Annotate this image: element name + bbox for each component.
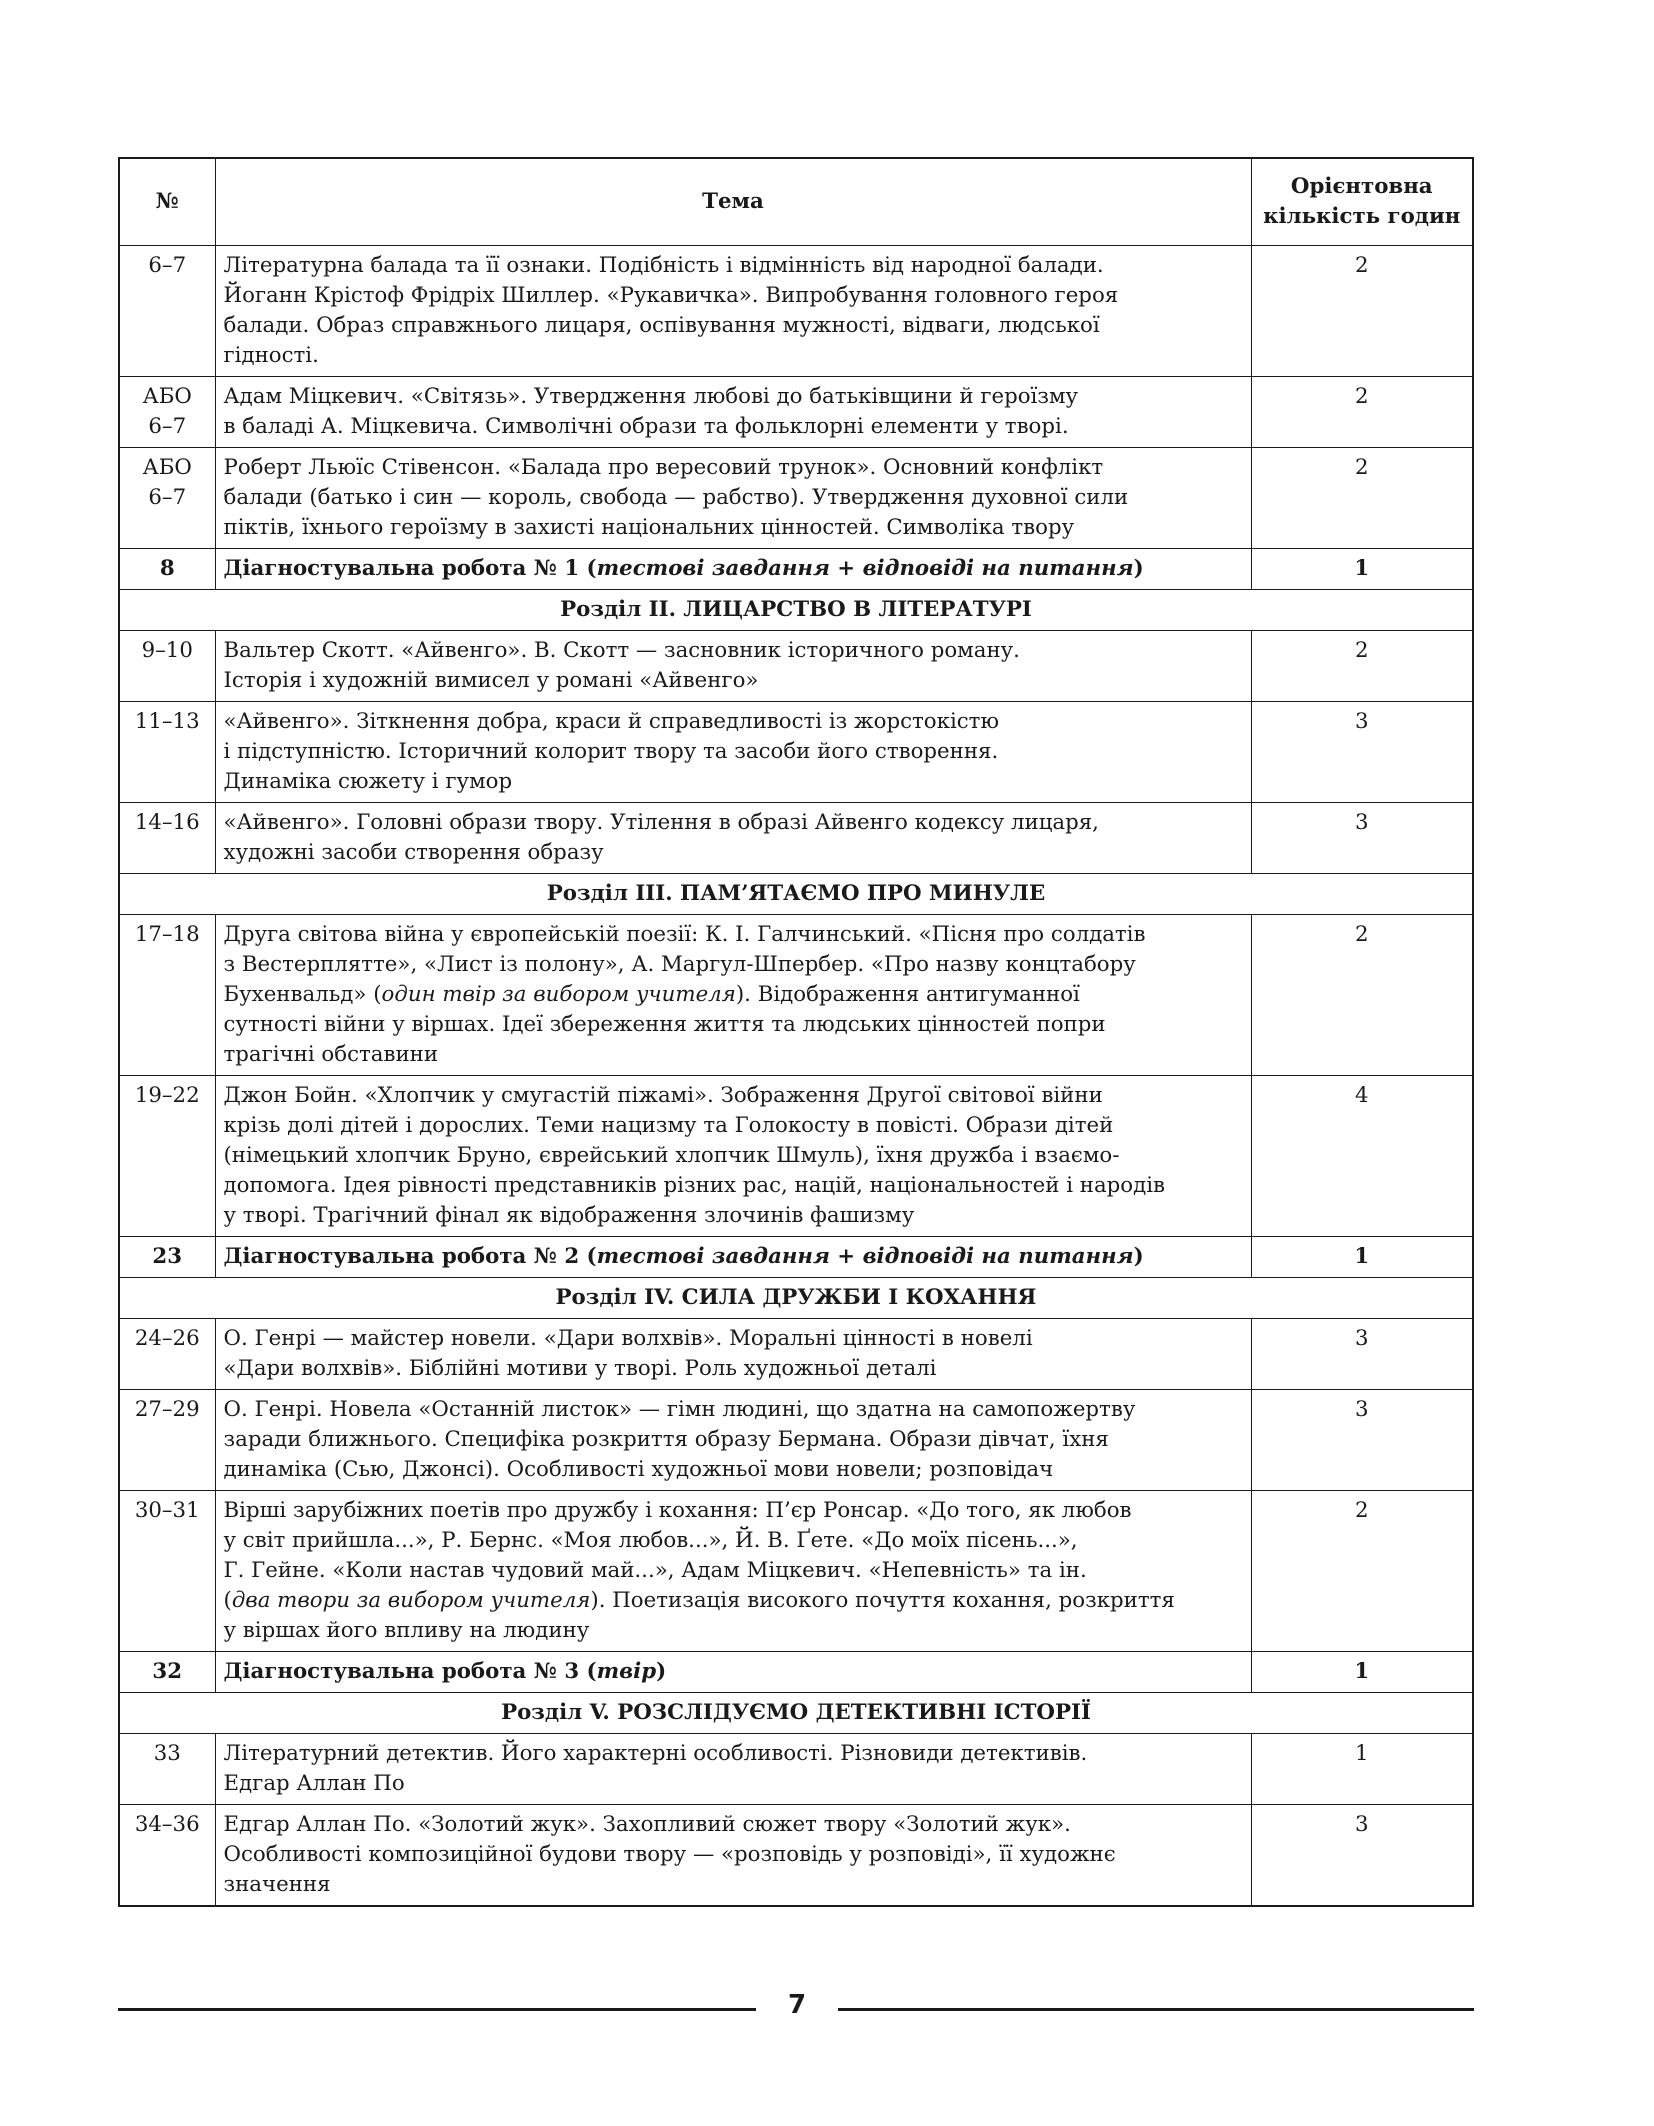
row-hours: 2 [1251, 448, 1473, 549]
row-num-range: 6–7 [148, 485, 187, 510]
table-row [119, 1734, 1473, 1805]
row-num-range: 6–7 [148, 414, 187, 439]
topic-line: значення [223, 1872, 331, 1897]
section-heading-row [119, 1693, 1473, 1734]
table-row [119, 1390, 1473, 1491]
header-topic: Тема [215, 158, 1251, 246]
row-topic [215, 549, 1251, 590]
row-topic [215, 1491, 1251, 1652]
row-hours: 3 [1251, 803, 1473, 874]
row-topic [215, 1319, 1251, 1390]
row-num-alt: АБО [142, 455, 192, 480]
row-topic [215, 377, 1251, 448]
row-hours: 2 [1251, 377, 1473, 448]
row-topic [215, 1076, 1251, 1237]
topic-line [224, 1586, 1243, 1616]
row-hours: 1 [1251, 1652, 1473, 1693]
row-num: 17–18 [119, 915, 215, 1076]
topic-line: Друга світова війна у європейській поезії: К. І. Галчинський. «Пісня про солдатів [223, 922, 1146, 947]
topic-italic: один твір за вибором учителя [381, 982, 736, 1007]
row-topic [215, 803, 1251, 874]
topic-italic: тестові завдання + відповіді на питання [596, 1244, 1134, 1269]
table-row-diagnostic [119, 1237, 1473, 1278]
row-hours: 1 [1251, 1237, 1473, 1278]
row-num: 8 [119, 549, 215, 590]
table-row [119, 377, 1473, 448]
topic-line: Джон Бойн. «Хлопчик у смугастій піжамі». Зображення Другої світової війни [223, 1083, 1103, 1108]
topic-text: ). Поетизація високого почуття кохання, розкриття [590, 1588, 1175, 1613]
topic-line: Особливості композиційної будови твору — «розповідь у розповіді», її художнє [223, 1842, 1116, 1867]
table-row [119, 915, 1473, 1076]
row-hours: 2 [1251, 631, 1473, 702]
section-heading-row [119, 1278, 1473, 1319]
topic-line: Адам Міцкевич. «Світязь». Утвердження любові до батьківщини й героїзму [223, 384, 1079, 409]
row-topic [215, 631, 1251, 702]
topic-text: Діагностувальна робота № 1 ( [223, 556, 597, 581]
topic-line: Літературна балада та її ознаки. Подібність і відмінність від народної балади. [223, 253, 1104, 278]
row-hours: 4 [1251, 1076, 1473, 1237]
topic-text: ) [1133, 1244, 1144, 1269]
table-row-diagnostic [119, 1652, 1473, 1693]
table-row [119, 246, 1473, 377]
row-hours: 3 [1251, 1319, 1473, 1390]
row-topic [215, 246, 1251, 377]
row-num: 24–26 [119, 1319, 215, 1390]
curriculum-table [118, 157, 1474, 1907]
header-hours-line2: кількість годин [1263, 204, 1461, 229]
header-hours [1251, 158, 1473, 246]
topic-line: балади. Образ справжнього лицаря, оспівування мужності, відваги, людської [223, 313, 1100, 338]
section-title: Розділ ІІ. ЛИЦАРСТВО В ЛІТЕРАТУРІ [119, 590, 1473, 631]
table-row [119, 803, 1473, 874]
header-num: № [119, 158, 215, 246]
row-num: 27–29 [119, 1390, 215, 1491]
row-topic [215, 702, 1251, 803]
section-heading-row [119, 874, 1473, 915]
table-row [119, 631, 1473, 702]
header-hours-line1: Орієнтовна [1290, 174, 1433, 199]
topic-line: «Дари волхвів». Біблійні мотиви у творі. Роль художньої деталі [223, 1356, 937, 1381]
topic-line: Йоганн Крістоф Фрідріх Шиллер. «Рукавичка». Випробування головного героя [223, 283, 1119, 308]
topic-line: крізь долі дітей і дорослих. Теми нацизму та Голокосту в повісті. Образи дітей [223, 1113, 1114, 1138]
row-topic [215, 1237, 1251, 1278]
topic-line: Вальтер Скотт. «Айвенго». В. Скотт — засновник історичного роману. [223, 638, 1020, 663]
topic-line: у світ прийшла...», Р. Бернс. «Моя любов...», Й. В. Ґете. «До моїх пісень...», [223, 1528, 1078, 1553]
topic-italic: твір [596, 1659, 657, 1684]
topic-text: ) [656, 1659, 667, 1684]
table-row [119, 1076, 1473, 1237]
row-hours: 1 [1251, 1734, 1473, 1805]
table-row [119, 1491, 1473, 1652]
topic-text: Діагностувальна робота № 2 ( [223, 1244, 597, 1269]
row-topic [215, 448, 1251, 549]
topic-text: ( [223, 1588, 232, 1613]
topic-text: ) [1133, 556, 1144, 581]
row-num: 23 [119, 1237, 215, 1278]
table-row [119, 448, 1473, 549]
topic-line: О. Генрі — майстер новели. «Дари волхвів». Моральні цінності в новелі [223, 1326, 1033, 1351]
table-row [119, 702, 1473, 803]
row-hours: 3 [1251, 702, 1473, 803]
row-hours: 3 [1251, 1805, 1473, 1907]
topic-line: трагічні обставини [223, 1042, 439, 1067]
topic-line: (німецький хлопчик Бруно, єврейський хлопчик Шмуль), їхня дружба і взаємо- [223, 1143, 1120, 1168]
topic-line: з Вестерплятте», «Лист із полону», А. Маргул-Шпербер. «Про назву концтабору [223, 952, 1136, 977]
row-hours: 2 [1251, 1491, 1473, 1652]
topic-line: динаміка (Сью, Джонсі). Особливості художньої мови новели; розповідач [223, 1457, 1054, 1482]
row-num: 11–13 [119, 702, 215, 803]
topic-line: сутності війни у віршах. Ідеї збереження життя та людських цінностей попри [223, 1012, 1106, 1037]
section-title: Розділ V. РОЗСЛІДУЄМО ДЕТЕКТИВНІ ІСТОРІЇ [119, 1693, 1473, 1734]
topic-line: Історія і художній вимисел у романі «Айвенго» [223, 668, 759, 693]
topic-line: Літературний детектив. Його характерні особливості. Різновиди детективів. [223, 1741, 1088, 1766]
topic-line: піктів, їхнього героїзму в захисті національних цінностей. Символіка твору [223, 515, 1075, 540]
row-num-alt: АБО [142, 384, 192, 409]
row-num: 33 [119, 1734, 215, 1805]
topic-line: в баладі А. Міцкевича. Символічні образи та фольклорні елементи у творі. [223, 414, 1069, 439]
topic-line: допомога. Ідея рівності представників різних рас, націй, національностей і народів [223, 1173, 1166, 1198]
row-hours: 2 [1251, 246, 1473, 377]
topic-line: заради ближнього. Специфіка розкриття образу Бермана. Образи дівчат, їхня [223, 1427, 1109, 1452]
topic-line: О. Генрі. Новела «Останній листок» — гімн людині, що здатна на самопожертву [223, 1397, 1136, 1422]
topic-line: художні засоби створення образу [223, 840, 604, 865]
topic-text: Бухенвальд» ( [223, 982, 382, 1007]
topic-line: Роберт Льюїс Стівенсон. «Балада про вересовий трунок». Основний конфлікт [223, 455, 1104, 480]
topic-line: у творі. Трагічний фінал як відображення злочинів фашизму [223, 1203, 915, 1228]
topic-italic: тестові завдання + відповіді на питання [596, 556, 1134, 581]
topic-line: Едгар Аллан По [223, 1771, 405, 1796]
topic-line: Г. Гейне. «Коли настав чудовий май...», Адам Міцкевич. «Непевність» та ін. [223, 1558, 1087, 1583]
row-num [119, 377, 215, 448]
row-num: 34–36 [119, 1805, 215, 1907]
topic-line: і підступністю. Історичний колорит твору та засоби його створення. [223, 739, 999, 764]
topic-line: гідності. [223, 343, 319, 368]
row-hours: 2 [1251, 915, 1473, 1076]
topic-line: Едгар Аллан По. «Золотий жук». Захопливий сюжет твору «Золотий жук». [223, 1812, 1071, 1837]
footer-rule-left [118, 2008, 756, 2011]
topic-line: балади (батько і син — король, свобода — рабство). Утвердження духовної сили [223, 485, 1129, 510]
row-num: 32 [119, 1652, 215, 1693]
row-num [119, 448, 215, 549]
row-topic [215, 915, 1251, 1076]
row-num: 9–10 [119, 631, 215, 702]
topic-text: Діагностувальна робота № 3 ( [223, 1659, 597, 1684]
topic-line: Динаміка сюжету і гумор [223, 769, 513, 794]
topic-line: «Айвенго». Головні образи твору. Утілення в образі Айвенго кодексу лицаря, [223, 810, 1099, 835]
section-heading-row [119, 590, 1473, 631]
row-hours: 1 [1251, 549, 1473, 590]
topic-line: у віршах його впливу на людину [223, 1618, 590, 1643]
row-topic [215, 1652, 1251, 1693]
topic-text: ). Відображення антигуманної [735, 982, 1080, 1007]
footer-rule-right [838, 2008, 1474, 2011]
row-num: 6–7 [119, 246, 215, 377]
row-num: 19–22 [119, 1076, 215, 1237]
row-num: 14–16 [119, 803, 215, 874]
section-title: Розділ ІV. СИЛА ДРУЖБИ І КОХАННЯ [119, 1278, 1473, 1319]
table-row [119, 1805, 1473, 1907]
row-topic [215, 1390, 1251, 1491]
section-title: Розділ ІІІ. ПАМ’ЯТАЄМО ПРО МИНУЛЕ [119, 874, 1473, 915]
topic-italic: два твори за вибором учителя [231, 1588, 591, 1613]
topic-line [224, 980, 1243, 1010]
page-number: 7 [787, 1990, 807, 2020]
row-topic [215, 1734, 1251, 1805]
table-row-diagnostic [119, 549, 1473, 590]
row-num: 30–31 [119, 1491, 215, 1652]
table-header [119, 158, 1473, 246]
topic-line: Вірші зарубіжних поетів про дружбу і кохання: П’єр Ронсар. «До того, як любов [223, 1498, 1132, 1523]
table-row [119, 1319, 1473, 1390]
row-topic [215, 1805, 1251, 1907]
topic-line: «Айвенго». Зіткнення добра, краси й справедливості із жорстокістю [223, 709, 1000, 734]
row-hours: 3 [1251, 1390, 1473, 1491]
